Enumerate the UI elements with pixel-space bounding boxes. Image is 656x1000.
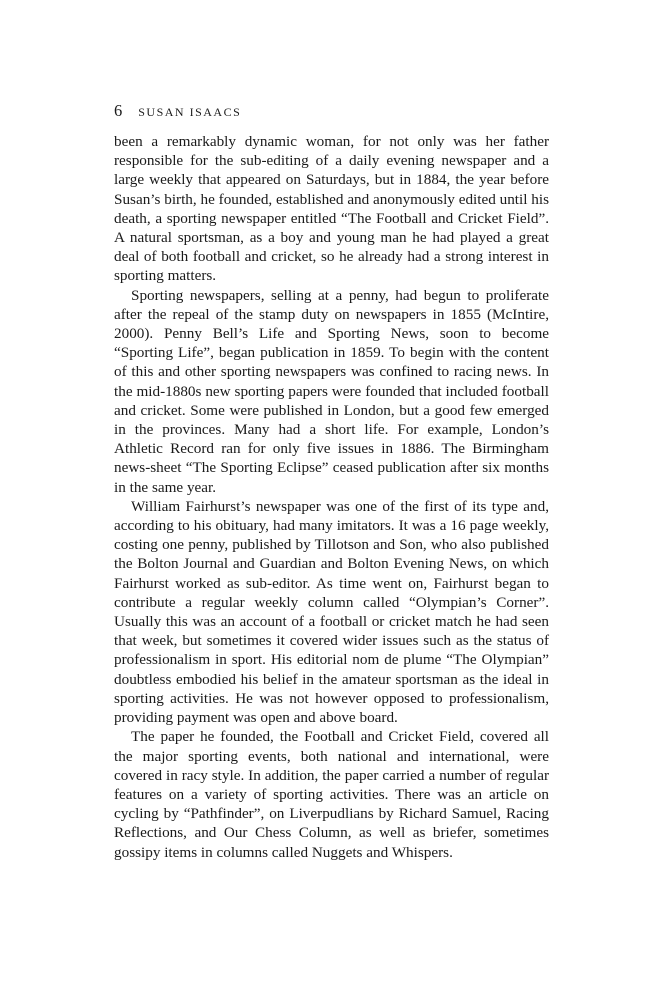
body-text: [114, 132, 549, 862]
running-head: [114, 101, 241, 121]
paragraph: William Fairhurst’s newspaper was one of the first of its type and, according to his obituary, had many imitators. It was a 16 page weekly, costing one penny, published by Tillotson and Son, who also published the Bolton Journal and Guardian and Bolton Evening News, on which Fairhurst worked as sub-editor. As time went on, Fairhurst began to contribute a regular weekly column called “Olympian’s Corner”. Usually this was an account of a football or cricket match he had seen that week, but sometimes it covered wider issues such as the status of professionalism in sport. His editorial nom de plume “The Olympian” doubtless embodied his belief in the amateur sportsman as the ideal in sporting activities. He was not however opposed to professionalism, providing payment was open and above board.: [114, 497, 549, 727]
paragraph: The paper he founded, the Football and Cricket Field, covered all the major sporting events, both national and international, were covered in racy style. In addition, the paper carried a number of regular features on a variety of sporting activities. There was an article on cycling by “Pathfinder”, on Liverpudlians by Richard Samuel, Racing Reflections, and Our Chess Column, as well as briefer, sometimes gossipy items in columns called Nuggets and Whispers.: [114, 728, 549, 861]
paragraph: Sporting newspapers, selling at a penny, had begun to proliferate after the repeal of the stamp duty on newspapers in 1855 (McIntire, 2000). Penny Bell’s Life and Sporting News, soon to become “Sporting Life”, began publication in 1859. To begin with the content of this and other sporting newspapers was confined to racing news. In the mid-1880s new sporting papers were founded that included football and cricket. Some were published in London, but a good few emerged in the provinces. Many had a short life. For example, London’s Athletic Record ran for only five issues in 1886. The Birmingham news-sheet “The Sporting Eclipse” ceased publication after six months in the same year.: [114, 286, 549, 496]
page-number: 6: [114, 101, 123, 120]
paragraph: been a remarkably dynamic woman, for not only was her father responsible for the sub-editing of a daily evening newspaper and a large weekly that appeared on Saturdays, but in 1884, the year before Susan’s birth, he founded, established and anonymously edited until his death, a sporting newspaper entitled “The Football and Cricket Field”. A natural sportsman, as a boy and young man he had played a great deal of both football and cricket, so he already had a strong interest in sporting matters.: [114, 133, 549, 285]
running-title: SUSAN ISAACS: [138, 105, 242, 119]
